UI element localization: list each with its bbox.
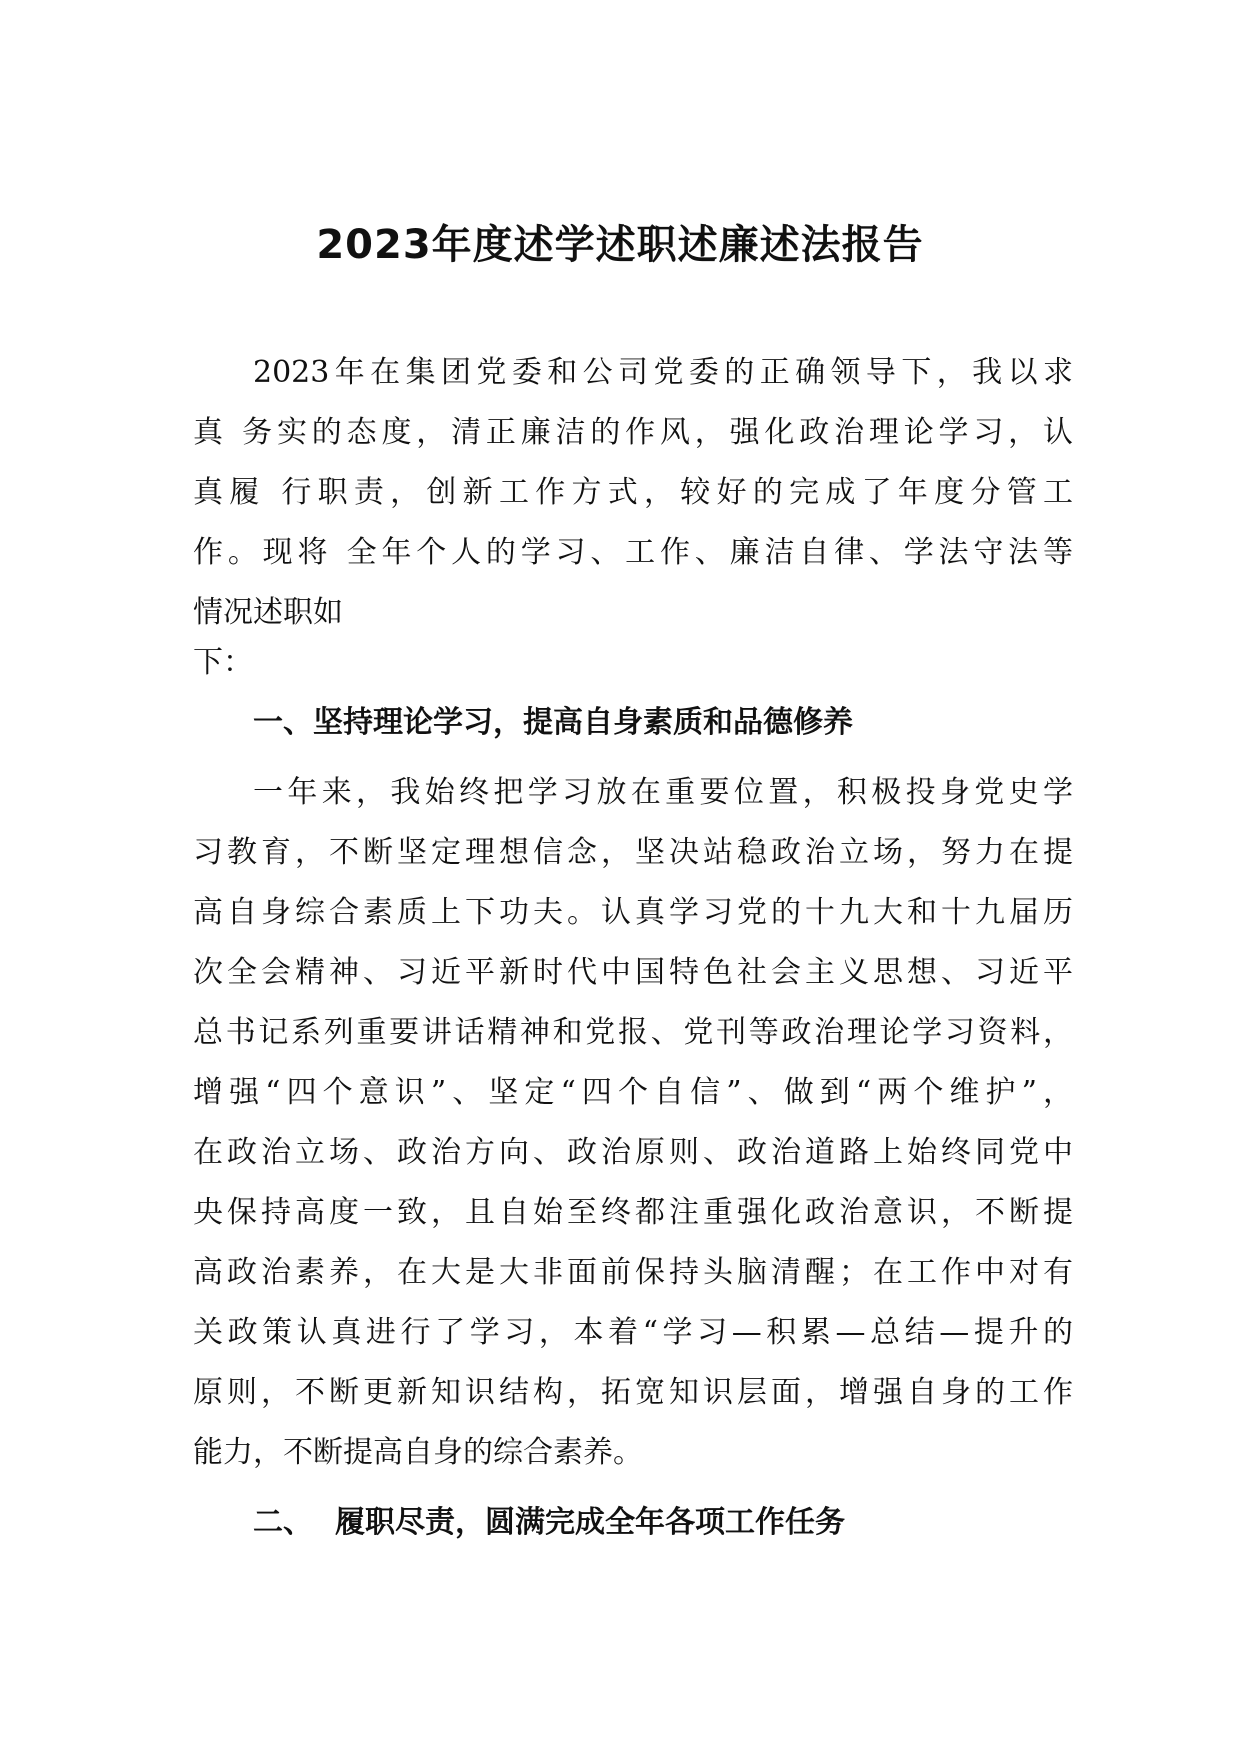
section-1-line-1: 一年来，我始终把学习放在重要位置，积极投身党史学 [253, 775, 1073, 810]
intro-line-5: 情况述职如 [193, 595, 343, 630]
document-title: 2023年度述学述职述廉述法报告 [316, 222, 924, 268]
section-1-line-11: 原则，不断更新知识结构，拓宽知识层面，增强自身的工作 [193, 1375, 1073, 1410]
section-1-line-7: 在政治立场、政治方向、政治原则、政治道路上始终同党中 [193, 1135, 1073, 1170]
section-1-line-4: 次全会精神、习近平新时代中国特色社会主义思想、习近平 [193, 955, 1073, 990]
section-2-heading-text: 履职尽责，圆满完成全年各项工作任务 [335, 1505, 845, 1540]
section-1-line-10: 关政策认真进行了学习，本着“学习—积累—总结—提升的 [193, 1315, 1073, 1350]
section-1-line-5: 总书记系列重要讲话精神和党报、党刊等政治理论学习资料， [193, 1015, 1073, 1050]
section-1-line-3: 高自身综合素质上下功夫。认真学习党的十九大和十九届历 [193, 895, 1073, 930]
intro-line-1: 2023年在集团党委和公司党委的正确领导下，我以求 [253, 355, 1073, 390]
intro-line-6: 下： [193, 645, 253, 680]
intro-line-3: 真履 行职责，创新工作方式，较好的完成了年度分管工 [193, 475, 1073, 510]
intro-line-2: 真 务实的态度，清正廉洁的作风，强化政治理论学习，认 [193, 415, 1073, 450]
section-2-heading-number: 二、 [253, 1505, 313, 1540]
section-1-line-8: 央保持高度一致，且自始至终都注重强化政治意识，不断提 [193, 1195, 1073, 1230]
section-2-heading [253, 1498, 845, 1548]
section-1-line-6: 增强“四个意识”、坚定“四个自信”、做到“两个维护”， [193, 1075, 1073, 1110]
section-1-heading: 一、坚持理论学习，提高自身素质和品德修养 [253, 705, 853, 740]
section-1-line-9: 高政治素养，在大是大非面前保持头脑清醒；在工作中对有 [193, 1255, 1073, 1290]
section-1-line-2: 习教育，不断坚定理想信念，坚决站稳政治立场，努力在提 [193, 835, 1073, 870]
intro-line-4: 作。现将 全年个人的学习、工作、廉洁自律、学法守法等 [193, 535, 1073, 570]
section-1-line-12: 能力，不断提高自身的综合素养。 [193, 1435, 643, 1470]
